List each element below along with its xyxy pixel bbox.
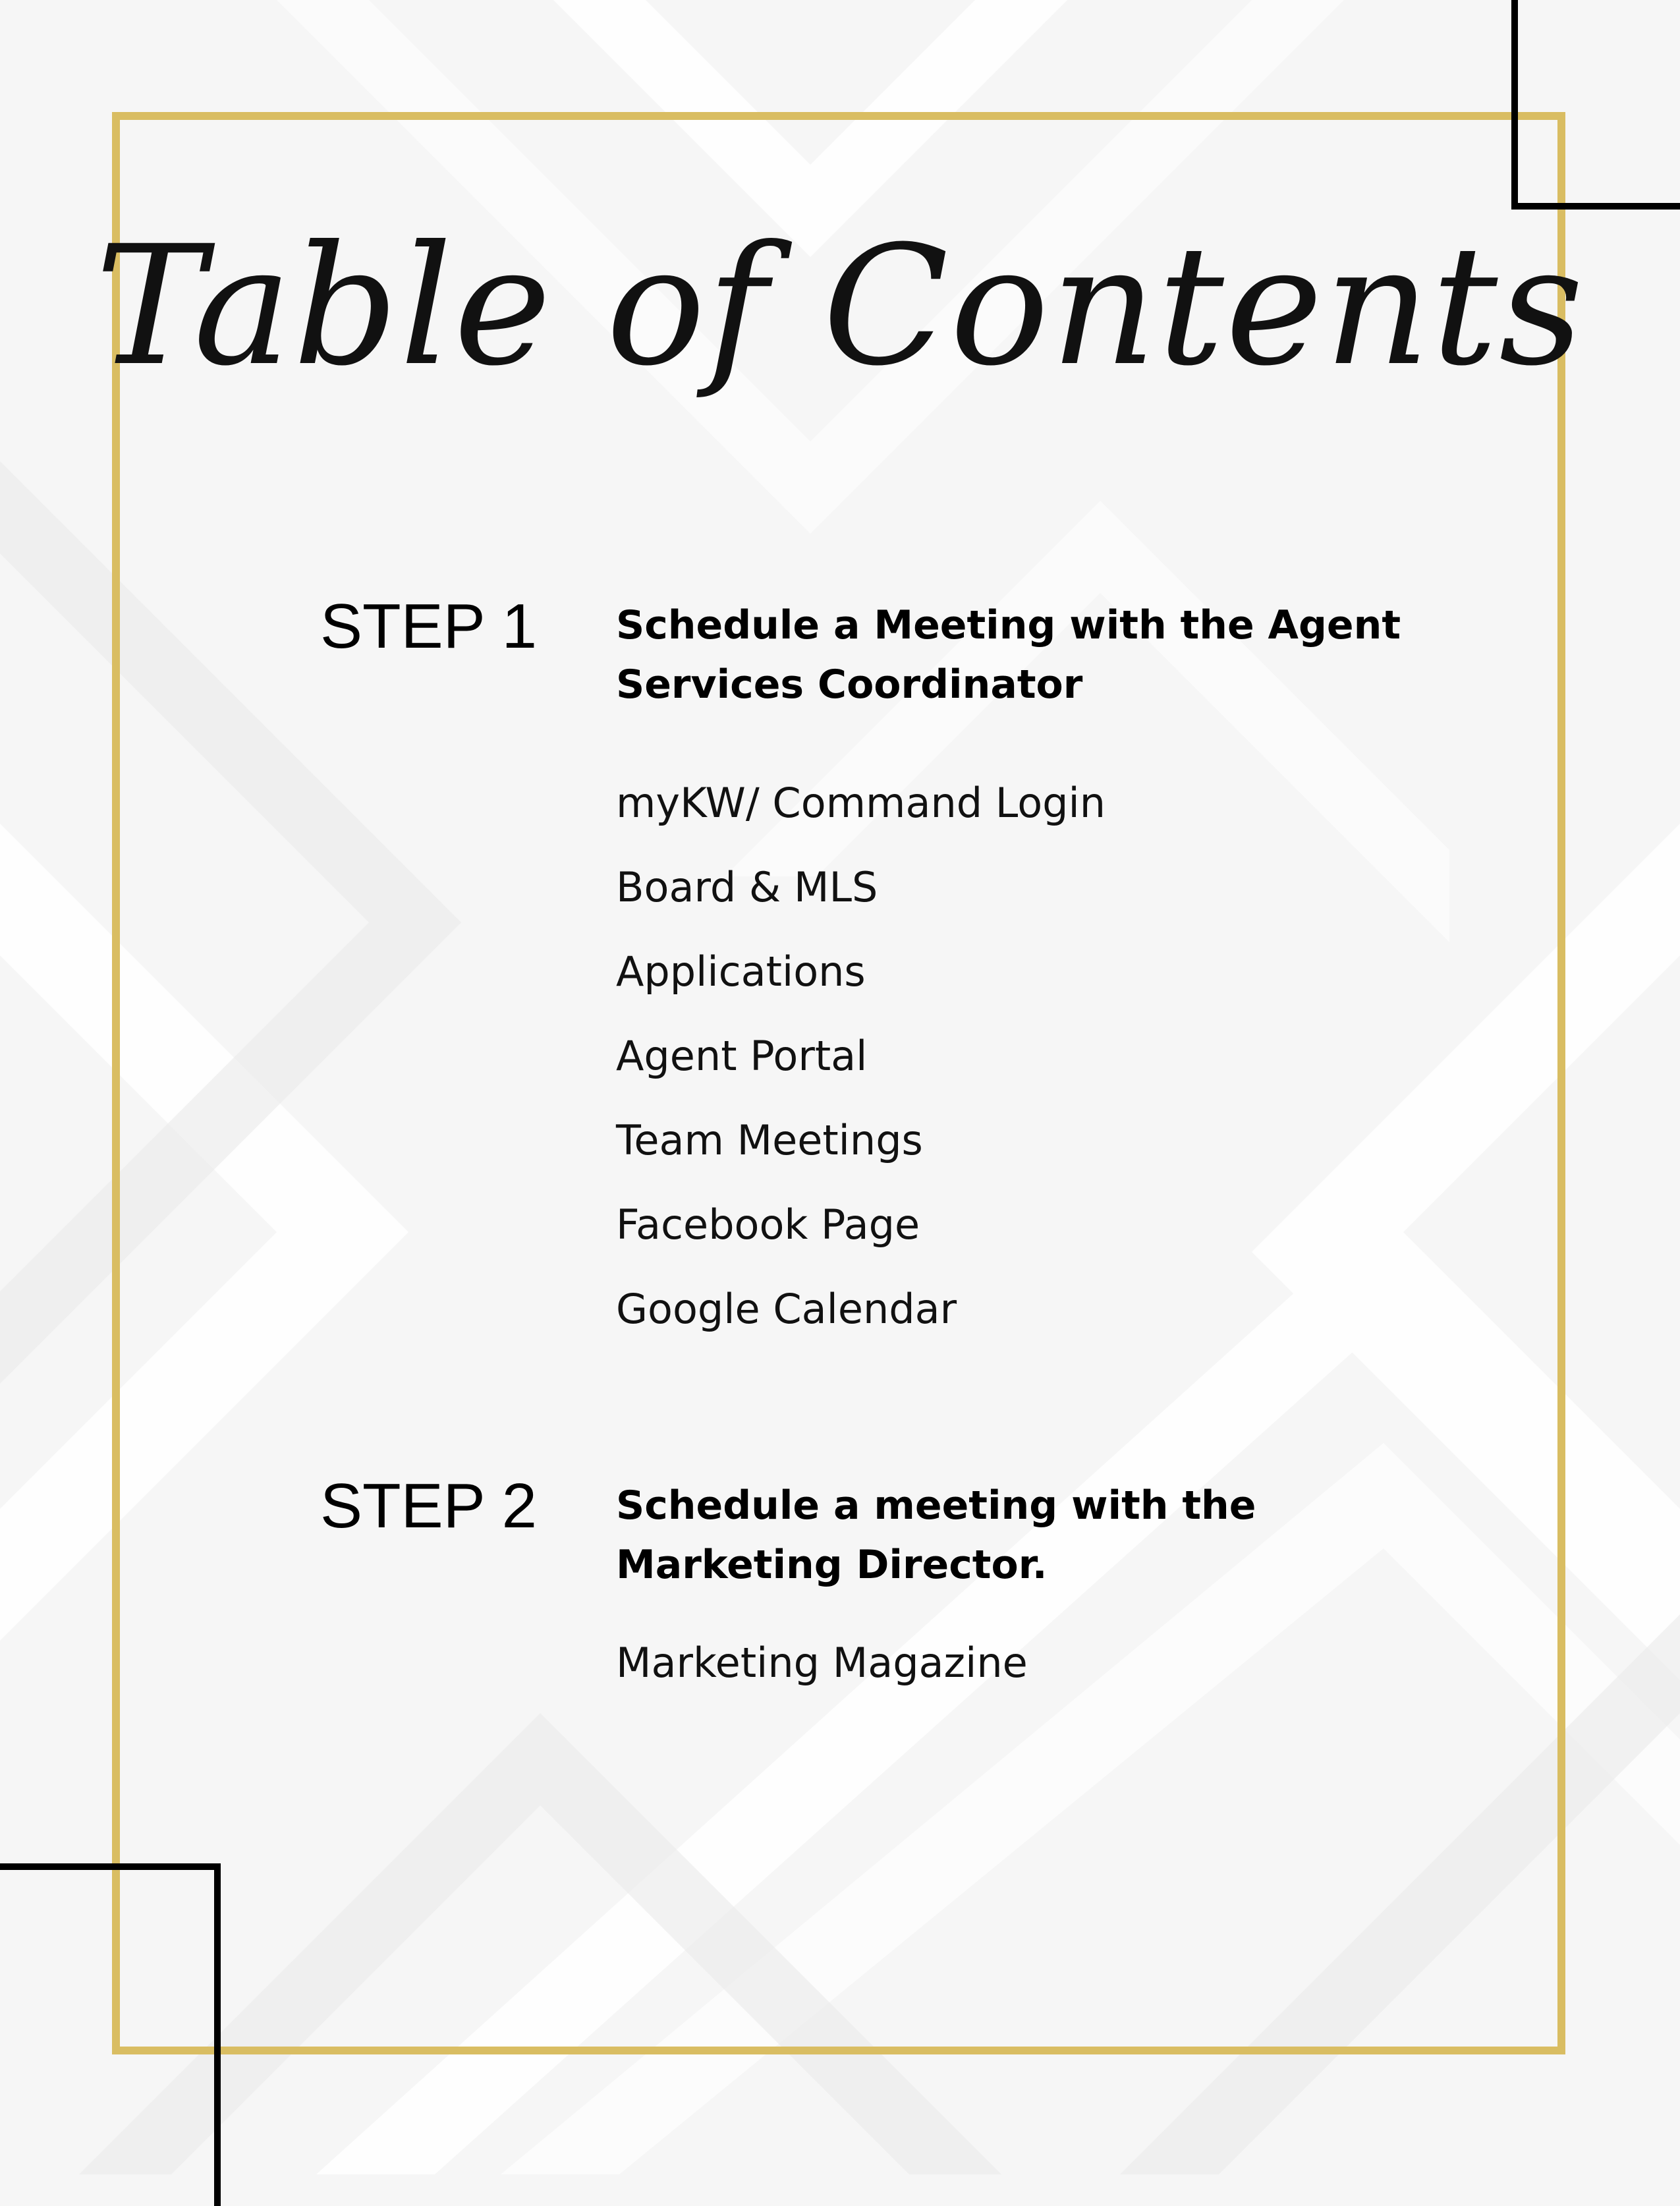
list-item: Marketing Magazine: [616, 1639, 1028, 1687]
step-2-item-list: [616, 1621, 1028, 1705]
list-item: Team Meetings: [616, 1116, 923, 1164]
list-item: Facebook Page: [616, 1201, 920, 1249]
step-1-label: STEP 1: [320, 591, 537, 662]
bottom-left-corner-accent: [0, 1863, 221, 2206]
page-title: Table of Contents: [95, 210, 1585, 402]
step-2-title: Schedule a meeting with the Marketing Director.: [616, 1483, 1256, 1588]
step-2-label: STEP 2: [320, 1471, 537, 1541]
list-item: myKW/ Command Login: [616, 779, 1106, 827]
list-item: Agent Portal: [616, 1032, 868, 1080]
step-1-title: Schedule a Meeting with the Agent Services Coordinator: [616, 602, 1401, 708]
list-item: Applications: [616, 947, 866, 996]
top-right-corner-accent: [1511, 0, 1680, 210]
list-item: Google Calendar: [616, 1285, 957, 1333]
list-item: Board & MLS: [616, 863, 878, 911]
step-1-item-list: [616, 761, 1106, 1351]
